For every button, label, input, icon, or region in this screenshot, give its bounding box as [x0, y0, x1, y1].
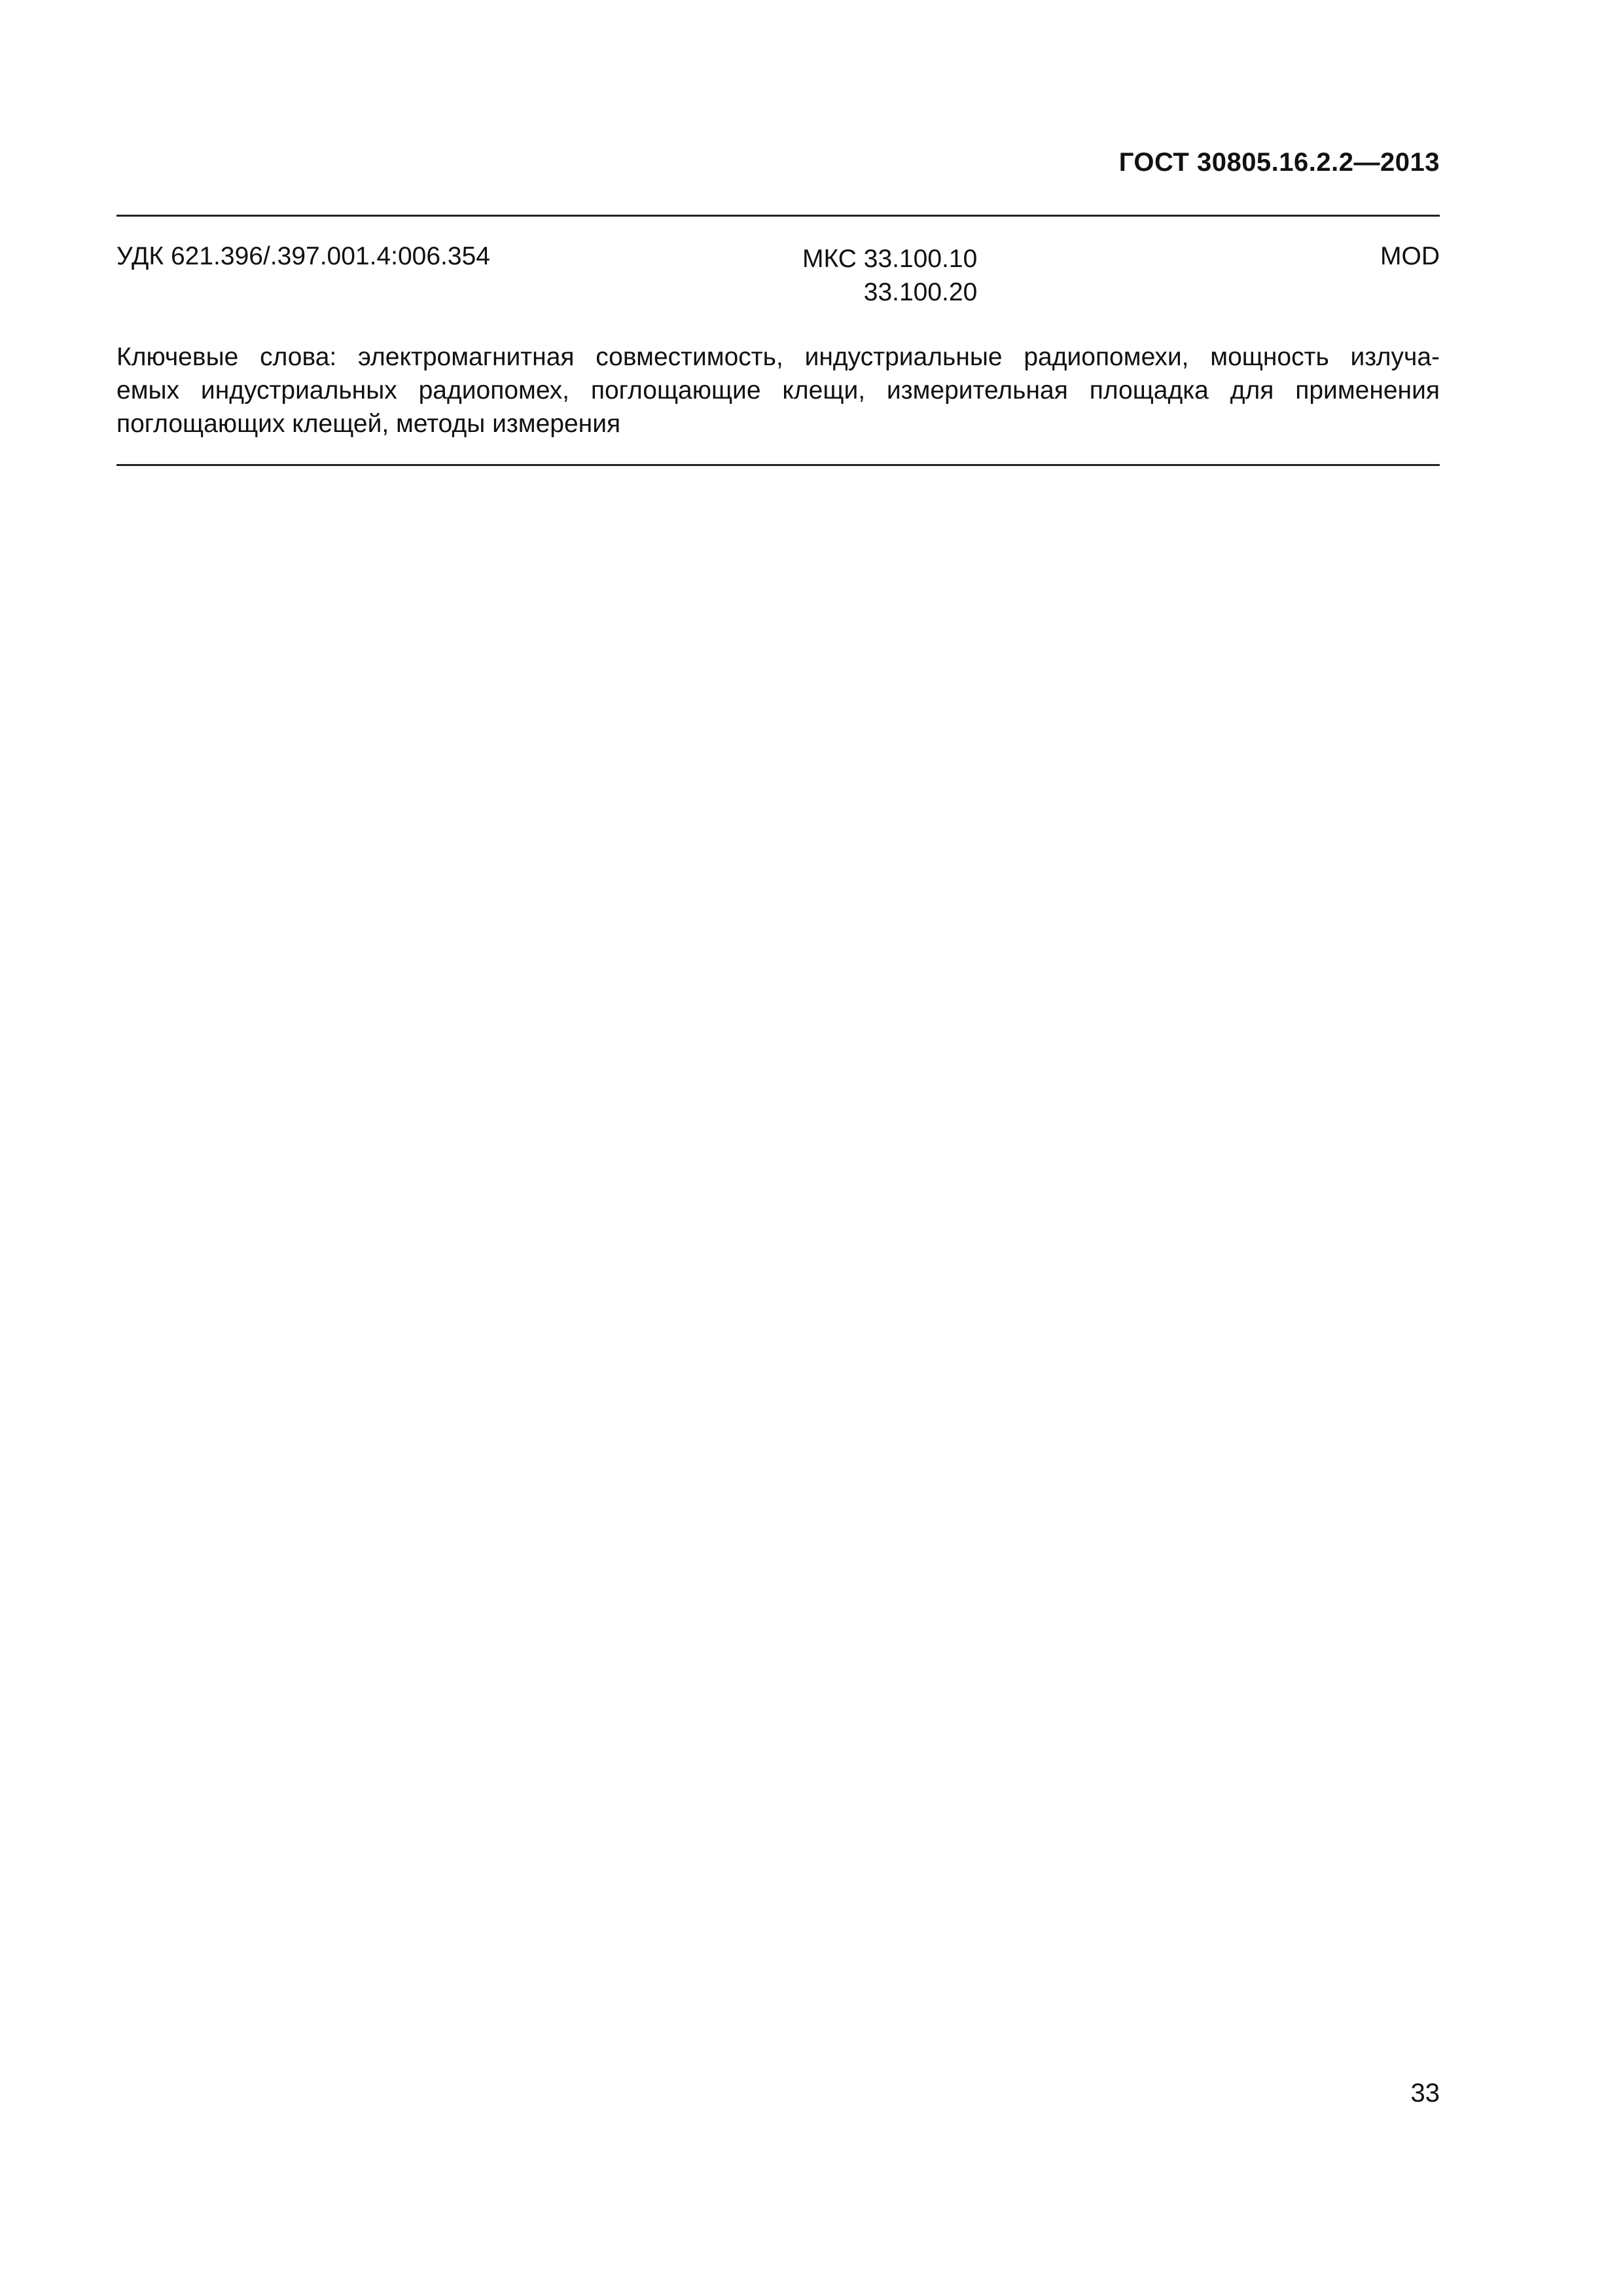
- keywords-paragraph: [116, 340, 1440, 440]
- modification-mark: MOD: [1380, 242, 1440, 270]
- standard-code-header: ГОСТ 30805.16.2.2—2013: [1118, 148, 1440, 177]
- mks-code-primary: МКС 33.100.10: [802, 245, 978, 273]
- mks-codes: [802, 242, 977, 309]
- udk-code: УДК 621.396/.397.001.4:006.354: [116, 242, 490, 270]
- keywords-line-2: емых индустриальных радиопомех, поглощающие клещи, измерительная площадка для применения: [116, 376, 1440, 404]
- bottom-divider: [116, 464, 1440, 466]
- mks-code-secondary: 33.100.20: [863, 278, 978, 306]
- keywords-line-3: поглощающих клещей, методы измерения: [116, 410, 621, 438]
- top-divider: [116, 215, 1440, 217]
- keywords-line-1: Ключевые слова: электромагнитная совместимость, индустриальные радиопомехи, мощность излуча-: [116, 343, 1440, 371]
- page-number: 33: [1410, 2079, 1440, 2108]
